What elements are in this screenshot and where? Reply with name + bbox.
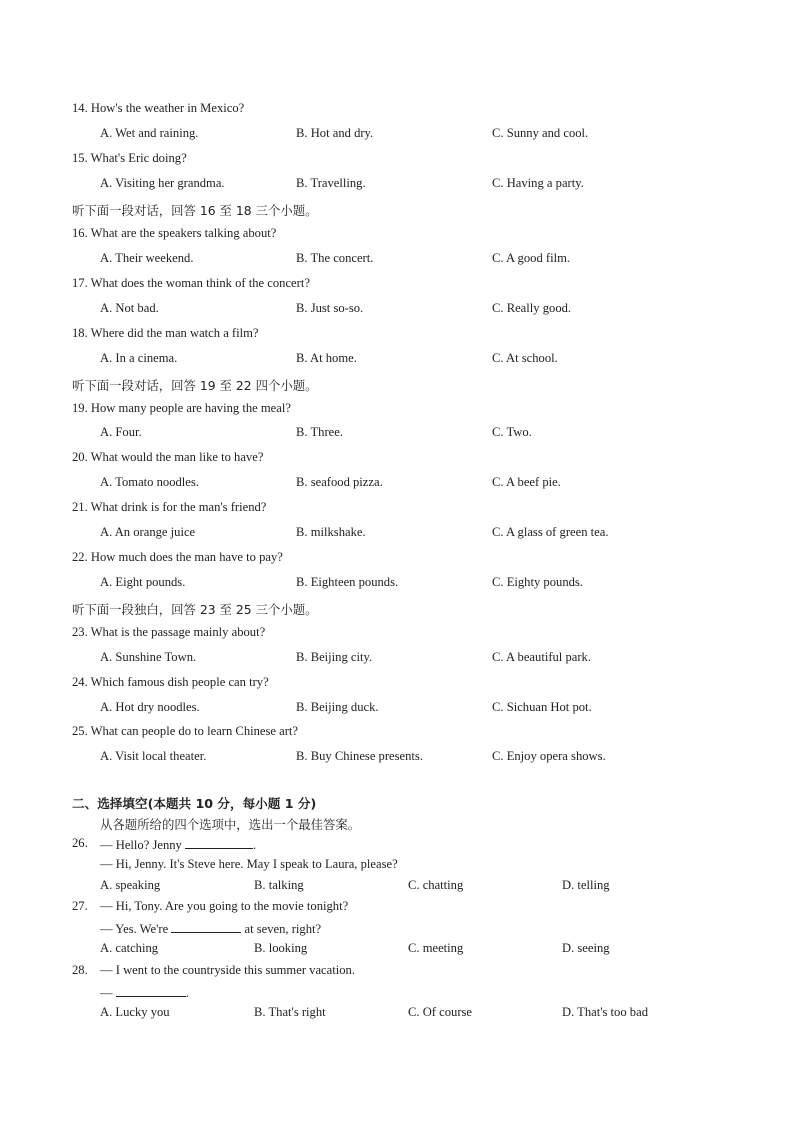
answer-blank: [116, 984, 186, 997]
question-20: 20. What would the man like to have?: [72, 450, 264, 464]
option-c: C. A good film.: [492, 251, 571, 265]
option-b: B. Three.: [296, 425, 343, 439]
option-b: B. milkshake.: [296, 525, 366, 539]
option-c: C. Eighty pounds.: [492, 575, 583, 589]
option-d: D. telling: [562, 878, 610, 892]
option-a: A. Tomato noodles.: [100, 475, 199, 489]
option-b: B. Hot and dry.: [296, 126, 374, 140]
options-22: [100, 575, 754, 593]
option-d: D. That's too bad: [562, 1005, 648, 1019]
section-title: 二、选择填空(本题共 10 分，每小题 1 分): [72, 796, 317, 811]
option-a: A. Visit local theater.: [100, 749, 207, 763]
option-b: B. seafood pizza.: [296, 475, 383, 489]
option-b: B. Beijing duck.: [296, 700, 379, 714]
option-a: A. Visiting her grandma.: [100, 176, 225, 190]
dialogue-text: .: [253, 838, 257, 852]
question-21: 21. What drink is for the man's friend?: [72, 500, 267, 514]
option-b: B. The concert.: [296, 251, 374, 265]
option-c: C. A beautiful park.: [492, 650, 591, 664]
options-17: [100, 301, 754, 319]
option-c: C. Two.: [492, 425, 532, 439]
question-28-line1: — I went to the countryside this summer vacation.: [100, 963, 355, 977]
options-23: [100, 650, 754, 668]
options-19: [100, 425, 754, 443]
option-a: A. Not bad.: [100, 301, 159, 315]
question-28-line2: [100, 984, 189, 1001]
dialogue-text: —: [100, 986, 116, 1000]
option-a: A. An orange juice: [100, 525, 196, 539]
dialogue-text: — Yes. We're: [100, 922, 172, 936]
options-28: [100, 1005, 754, 1023]
option-b: B. Travelling.: [296, 176, 366, 190]
question-14: 14. How's the weather in Mexico?: [72, 101, 245, 115]
instruction-16-18: 听下面一段对话，回答 16 至 18 三个小题。: [72, 203, 318, 218]
option-a: A. Four.: [100, 425, 142, 439]
instruction-23-25: 听下面一段独白，回答 23 至 25 三个小题。: [72, 602, 318, 617]
options-27: [100, 941, 754, 959]
option-c: C. Sunny and cool.: [492, 126, 589, 140]
option-c: C. Enjoy opera shows.: [492, 749, 606, 763]
options-24: [100, 700, 754, 718]
option-a: A. Lucky you: [100, 1005, 170, 1019]
question-24: 24. Which famous dish people can try?: [72, 675, 269, 689]
option-a: A. Eight pounds.: [100, 575, 186, 589]
options-25: [100, 749, 754, 767]
option-b: B. Just so-so.: [296, 301, 364, 315]
option-c: C. Of course: [408, 1005, 473, 1019]
question-18: 18. Where did the man watch a film?: [72, 326, 259, 340]
option-c: C. At school.: [492, 351, 558, 365]
option-c: C. A glass of green tea.: [492, 525, 609, 539]
option-c: C. Sichuan Hot pot.: [492, 700, 592, 714]
option-c: C. chatting: [408, 878, 464, 892]
option-b: B. At home.: [296, 351, 357, 365]
option-a: A. catching: [100, 941, 159, 955]
option-a: A. In a cinema.: [100, 351, 178, 365]
question-27-line1: — Hi, Tony. Are you going to the movie tonight?: [100, 899, 349, 913]
option-b: B. looking: [254, 941, 308, 955]
option-b: B. That's right: [254, 1005, 326, 1019]
question-number: 28.: [72, 963, 88, 977]
option-b: B. Buy Chinese presents.: [296, 749, 423, 763]
question-23: 23. What is the passage mainly about?: [72, 625, 266, 639]
question-27-line2: [100, 920, 321, 937]
section-instruction: 从各题所给的四个选项中，选出一个最佳答案。: [100, 817, 361, 832]
options-14: [100, 126, 754, 144]
option-c: C. A beef pie.: [492, 475, 561, 489]
option-a: A. Sunshine Town.: [100, 650, 197, 664]
option-b: B. Beijing city.: [296, 650, 373, 664]
option-a: A. speaking: [100, 878, 161, 892]
option-c: C. Really good.: [492, 301, 572, 315]
answer-blank: [171, 920, 241, 933]
options-26: [100, 878, 754, 896]
question-22: 22. How much does the man have to pay?: [72, 550, 283, 564]
dialogue-text: at seven, right?: [241, 922, 322, 936]
question-number: 27.: [72, 899, 88, 913]
option-a: A. Their weekend.: [100, 251, 194, 265]
question-19: 19. How many people are having the meal?: [72, 401, 291, 415]
options-16: [100, 251, 754, 269]
answer-blank: [185, 836, 253, 849]
options-15: [100, 176, 754, 194]
options-21: [100, 525, 754, 543]
question-17: 17. What does the woman think of the concert?: [72, 276, 310, 290]
question-26-line1: [100, 836, 256, 853]
question-25: 25. What can people do to learn Chinese art?: [72, 724, 299, 738]
question-15: 15. What's Eric doing?: [72, 151, 187, 165]
option-a: A. Wet and raining.: [100, 126, 199, 140]
option-c: C. meeting: [408, 941, 464, 955]
dialogue-text: .: [185, 986, 189, 1000]
option-a: A. Hot dry noodles.: [100, 700, 200, 714]
question-26-line2: — Hi, Jenny. It's Steve here. May I speak to Laura, please?: [100, 857, 398, 871]
option-c: C. Having a party.: [492, 176, 584, 190]
dialogue-text: — Hello? Jenny: [100, 838, 185, 852]
question-16: 16. What are the speakers talking about?: [72, 226, 277, 240]
options-20: [100, 475, 754, 493]
instruction-19-22: 听下面一段对话，回答 19 至 22 四个小题。: [72, 378, 318, 393]
option-b: B. Eighteen pounds.: [296, 575, 399, 589]
options-18: [100, 351, 754, 369]
option-d: D. seeing: [562, 941, 610, 955]
question-number: 26.: [72, 836, 88, 850]
option-b: B. talking: [254, 878, 304, 892]
